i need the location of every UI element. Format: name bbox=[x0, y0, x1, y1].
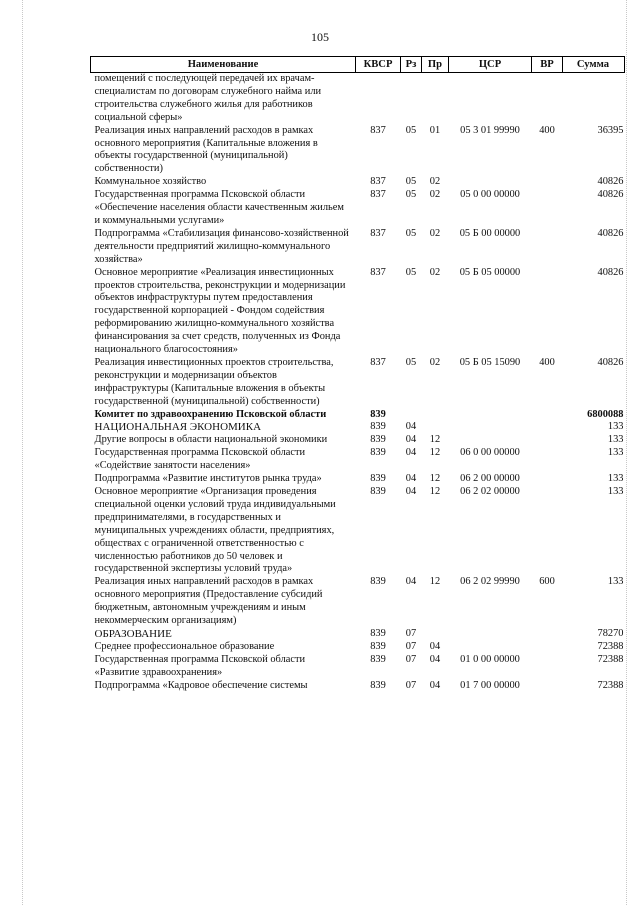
cell-pr: 02 bbox=[429, 189, 441, 201]
table-row bbox=[91, 409, 625, 422]
header-pr: Пр bbox=[422, 57, 449, 73]
cell-sum bbox=[563, 73, 625, 125]
cell-vr bbox=[532, 409, 563, 422]
table-row bbox=[91, 176, 625, 189]
cell-pr: 04 bbox=[429, 640, 441, 652]
cell-csr: 05 0 00 00000 bbox=[460, 189, 520, 201]
cell-vr bbox=[532, 176, 563, 189]
cell-kvsr: 839 bbox=[370, 653, 386, 665]
cell-csr bbox=[449, 641, 532, 654]
cell-sum: 133 bbox=[607, 421, 624, 433]
cell-csr: 05 Б 05 00000 bbox=[459, 266, 521, 278]
cell-pr: 04 bbox=[429, 653, 441, 665]
cell-name: Реализация инвестиционных проектов строительства, реконструкции и модернизации объектов инфраструктуры (Капитальные вложения в объекты государственной (муниципальной) собственности) bbox=[94, 356, 334, 407]
cell-sum: 133 bbox=[607, 447, 624, 459]
table-row bbox=[91, 628, 625, 641]
cell-sum: 40826 bbox=[597, 266, 624, 278]
table-body bbox=[91, 73, 625, 693]
cell-sum: 133 bbox=[607, 434, 624, 446]
cell-rz: 07 bbox=[405, 640, 417, 652]
cell-kvsr: 839 bbox=[370, 447, 386, 459]
cell-vr bbox=[532, 473, 563, 486]
cell-csr: 01 7 00 00000 bbox=[460, 679, 520, 691]
cell-vr bbox=[532, 434, 563, 447]
cell-csr bbox=[449, 73, 532, 125]
cell-kvsr: 839 bbox=[370, 627, 386, 639]
cell-rz: 04 bbox=[405, 421, 417, 433]
header-kvsr: КВСР bbox=[356, 57, 401, 73]
cell-pr: 12 bbox=[429, 473, 441, 485]
cell-sum: 40826 bbox=[597, 227, 624, 239]
cell-name: Среднее профессиональное образование bbox=[94, 640, 275, 652]
table-row bbox=[91, 486, 625, 576]
budget-table bbox=[90, 56, 625, 693]
cell-sum: 72388 bbox=[597, 640, 624, 652]
cell-kvsr: 837 bbox=[370, 189, 386, 201]
cell-kvsr: 837 bbox=[370, 356, 386, 368]
cell-sum: 40826 bbox=[597, 356, 624, 368]
cell-name: Подпрограмма «Кадровое обеспечение системы bbox=[94, 679, 308, 691]
cell-kvsr: 839 bbox=[370, 434, 386, 446]
cell-vr bbox=[532, 486, 563, 576]
cell-csr: 05 3 01 99990 bbox=[460, 124, 520, 136]
cell-csr: 06 2 02 00000 bbox=[460, 486, 520, 497]
cell-kvsr: 839 bbox=[370, 421, 386, 433]
cell-csr: 06 0 00 00000 bbox=[460, 447, 520, 459]
table-row bbox=[91, 654, 625, 680]
cell-rz: 07 bbox=[405, 653, 417, 665]
table-row bbox=[91, 228, 625, 267]
cell-name: Комитет по здравоохранению Псковской области bbox=[94, 408, 327, 420]
cell-rz: 04 bbox=[405, 486, 417, 497]
cell-name: ОБРАЗОВАНИЕ bbox=[94, 627, 172, 640]
scan-edge-right bbox=[626, 0, 628, 905]
header-row bbox=[91, 57, 625, 73]
cell-pr bbox=[422, 628, 449, 641]
cell-vr bbox=[532, 680, 563, 693]
table-row bbox=[91, 421, 625, 434]
cell-csr bbox=[449, 409, 532, 422]
cell-rz: 04 bbox=[405, 434, 417, 446]
cell-csr bbox=[449, 628, 532, 641]
cell-name: Реализация иных направлений расходов в рамках основного мероприятия (Капитальные вложения в объекты государственной (муниципальной) собственности) bbox=[94, 124, 318, 175]
cell-pr: 02 bbox=[429, 356, 441, 368]
cell-vr bbox=[532, 189, 563, 228]
cell-vr bbox=[532, 447, 563, 473]
cell-csr: 06 2 02 99990 bbox=[460, 576, 520, 588]
table-row bbox=[91, 680, 625, 693]
cell-kvsr: 837 bbox=[370, 124, 386, 136]
cell-csr: 05 Б 00 00000 bbox=[459, 227, 521, 239]
cell-vr bbox=[532, 641, 563, 654]
cell-name: Основное мероприятие «Реализация инвестиционных проектов строительства, реконструкции и модернизации объектов инфраструктуры путем предоставления государственной корпорацией - Фондом содействия реформированию жилищно-коммунального хозяйства финансирования за счет средств, полученных из Фонда национального благосостояния» bbox=[94, 266, 346, 356]
cell-pr: 04 bbox=[429, 679, 441, 691]
cell-vr bbox=[532, 73, 563, 125]
cell-sum: 78270 bbox=[597, 627, 624, 639]
cell-pr: 02 bbox=[429, 266, 441, 278]
cell-vr: 600 bbox=[539, 576, 555, 588]
table-row bbox=[91, 641, 625, 654]
cell-rz: 05 bbox=[405, 176, 417, 188]
cell-rz: 07 bbox=[405, 627, 417, 639]
cell-name: Коммунальное хозяйство bbox=[94, 176, 207, 188]
cell-rz: 05 bbox=[405, 227, 417, 239]
cell-rz: 04 bbox=[405, 447, 417, 459]
cell-vr: 400 bbox=[539, 124, 555, 136]
cell-kvsr: 839 bbox=[370, 679, 386, 691]
cell-sum: 133 bbox=[607, 576, 624, 588]
cell-pr: 02 bbox=[429, 176, 441, 188]
page-number: 105 bbox=[311, 30, 329, 44]
cell-name: Государственная программа Псковской области «Обеспечение населения области качественным жильем и коммунальными услугами» bbox=[94, 189, 344, 226]
cell-sum: 40826 bbox=[597, 176, 624, 188]
cell-vr bbox=[532, 228, 563, 267]
cell-name: Государственная программа Псковской области «Содействие занятости населения» bbox=[94, 447, 306, 472]
cell-rz bbox=[401, 409, 422, 422]
table-row bbox=[91, 473, 625, 486]
cell-rz: 05 bbox=[405, 266, 417, 278]
cell-vr bbox=[532, 267, 563, 357]
table-header bbox=[91, 57, 625, 73]
cell-vr bbox=[532, 654, 563, 680]
cell-csr bbox=[449, 434, 532, 447]
cell-name: Подпрограмма «Развитие институтов рынка труда» bbox=[94, 473, 322, 485]
cell-kvsr bbox=[356, 73, 401, 125]
cell-name: НАЦИОНАЛЬНАЯ ЭКОНОМИКА bbox=[94, 421, 262, 434]
cell-rz: 05 bbox=[405, 356, 417, 368]
cell-pr: 12 bbox=[429, 447, 441, 459]
cell-pr: 02 bbox=[429, 227, 441, 239]
cell-pr bbox=[422, 409, 449, 422]
header-rz: Рз bbox=[401, 57, 422, 73]
cell-rz: 04 bbox=[405, 576, 417, 588]
cell-rz: 07 bbox=[405, 679, 417, 691]
cell-csr: 01 0 00 00000 bbox=[460, 653, 520, 665]
cell-kvsr: 837 bbox=[370, 266, 386, 278]
cell-sum: 72388 bbox=[597, 679, 624, 691]
cell-rz bbox=[401, 73, 422, 125]
cell-rz: 05 bbox=[405, 124, 417, 136]
cell-vr bbox=[532, 421, 563, 434]
table-row bbox=[91, 447, 625, 473]
cell-pr: 12 bbox=[429, 486, 441, 497]
cell-name: Основное мероприятие «Организация проведения специальной оценки условий труда индивидуальными предпринимателями, в государственных и муниципальных учреждениях области, предприятиях, обществах с ограниченной ответственностью с численностью работников до 50 человек и государственной экспертизы условий труда» bbox=[94, 486, 336, 575]
cell-name: Реализация иных направлений расходов в рамках основного мероприятия (Предоставление субсидий бюджетным, автономным учреждениям и иным некоммерческим организациям) bbox=[94, 576, 323, 627]
cell-rz: 05 bbox=[405, 189, 417, 201]
cell-kvsr: 839 bbox=[370, 473, 386, 485]
cell-pr bbox=[422, 421, 449, 434]
cell-sum: 133 bbox=[607, 473, 624, 485]
table-row bbox=[91, 189, 625, 228]
cell-csr bbox=[449, 421, 532, 434]
cell-pr: 01 bbox=[429, 124, 441, 136]
header-sum: Сумма bbox=[563, 57, 625, 73]
cell-kvsr: 837 bbox=[370, 227, 386, 239]
scan-edge-left bbox=[22, 0, 24, 905]
cell-sum: 36395 bbox=[597, 124, 624, 136]
cell-pr: 12 bbox=[429, 434, 441, 446]
cell-sum: 6800088 bbox=[587, 408, 624, 420]
header-csr: ЦСР bbox=[449, 57, 532, 73]
table-row bbox=[91, 576, 625, 628]
cell-kvsr: 837 bbox=[370, 176, 386, 188]
table-row bbox=[91, 267, 625, 357]
cell-name: Другие вопросы в области национальной экономики bbox=[94, 434, 328, 446]
cell-name: Подпрограмма «Стабилизация финансово-хозяйственной деятельности предприятий жилищно-коммунального хозяйства» bbox=[94, 227, 349, 265]
cell-csr bbox=[449, 176, 532, 189]
cell-pr bbox=[422, 73, 449, 125]
cell-csr: 06 2 00 00000 bbox=[460, 473, 520, 485]
cell-pr: 12 bbox=[429, 576, 441, 588]
cell-kvsr: 839 bbox=[370, 576, 386, 588]
cell-kvsr: 839 bbox=[370, 408, 386, 420]
cell-vr: 400 bbox=[539, 356, 555, 368]
header-name: Наименование bbox=[91, 57, 356, 73]
cell-kvsr: 839 bbox=[370, 486, 386, 497]
header-vr: ВР bbox=[532, 57, 563, 73]
cell-rz: 04 bbox=[405, 473, 417, 485]
cell-name: Государственная программа Псковской области «Развитие здравоохранения» bbox=[94, 653, 306, 678]
cell-vr bbox=[532, 628, 563, 641]
cell-sum: 72388 bbox=[597, 653, 624, 665]
table-row bbox=[91, 125, 625, 177]
table-row bbox=[91, 73, 625, 125]
cell-sum: 133 bbox=[607, 486, 624, 497]
table-row bbox=[91, 357, 625, 409]
cell-name: помещений с последующей передачей их врачам-специалистам по договорам служебного найма или строительства служебного жилья для работников социальной сферы» bbox=[94, 73, 322, 123]
cell-sum: 40826 bbox=[597, 189, 624, 201]
table-row bbox=[91, 434, 625, 447]
cell-csr: 05 Б 05 15090 bbox=[459, 356, 521, 368]
cell-kvsr: 839 bbox=[370, 640, 386, 652]
